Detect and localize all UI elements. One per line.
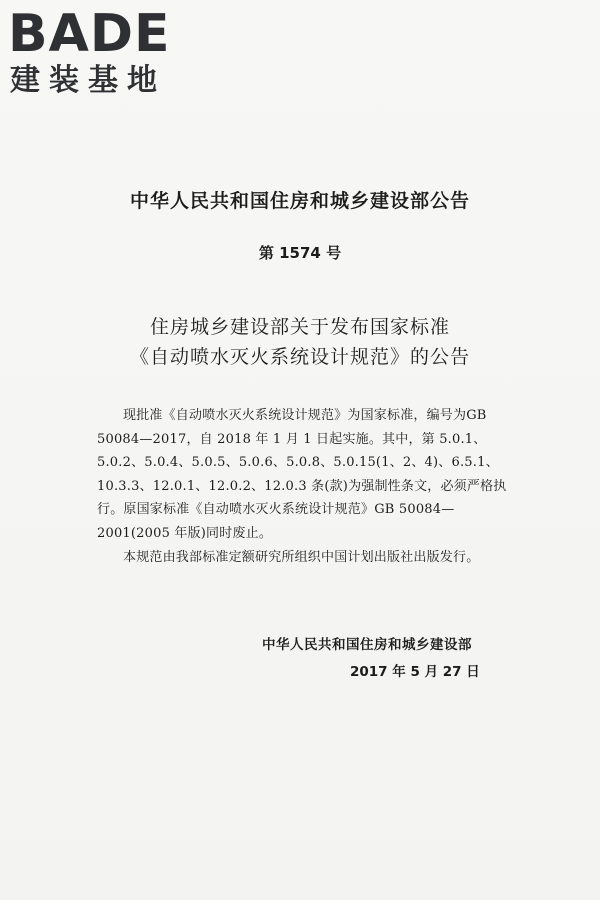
signature-date: 2017 年 5 月 27 日 — [350, 664, 480, 680]
signature-organization: 中华人民共和国住房和城乡建设部 — [262, 637, 472, 653]
bade-logo — [8, 6, 180, 98]
announcement-heading-line2: 《自动喷水灭火系统设计规范》的公告 — [129, 346, 470, 368]
logo-wordmark: BADE — [8, 4, 171, 64]
announcement-heading-line1: 住房城乡建设部关于发布国家标准 — [149, 316, 450, 338]
logo-chinese-name: 建装基地 — [10, 63, 166, 98]
announcement-title: 中华人民共和国住房和城乡建设部公告 — [129, 190, 470, 212]
announcement-number: 第 1574 号 — [258, 244, 342, 262]
body-paragraph-2: 本规范由我部标准定额研究所组织中国计划出版社出版发行。 — [123, 549, 480, 565]
announcement-body — [97, 404, 527, 569]
body-paragraph-1: 现批准《自动喷水灭火系统设计规范》为国家标准，编号为GB 50084—2017，自 2018 年 1 月 1 日起实施。其中，第 5.0.1、5.0.2、5.0.4、5.0.5、5.0.6、5.0.8、5.0.15(1、2、4)、6.5.1、10.3.3、12.0.1、12.0.2、12.0.3 条(款)为强制性条文，必须严格执行。原国家标准《自动喷水灭火系统设计规范》GB 50084—2001(2005 年版)同时废止。 — [97, 408, 507, 541]
